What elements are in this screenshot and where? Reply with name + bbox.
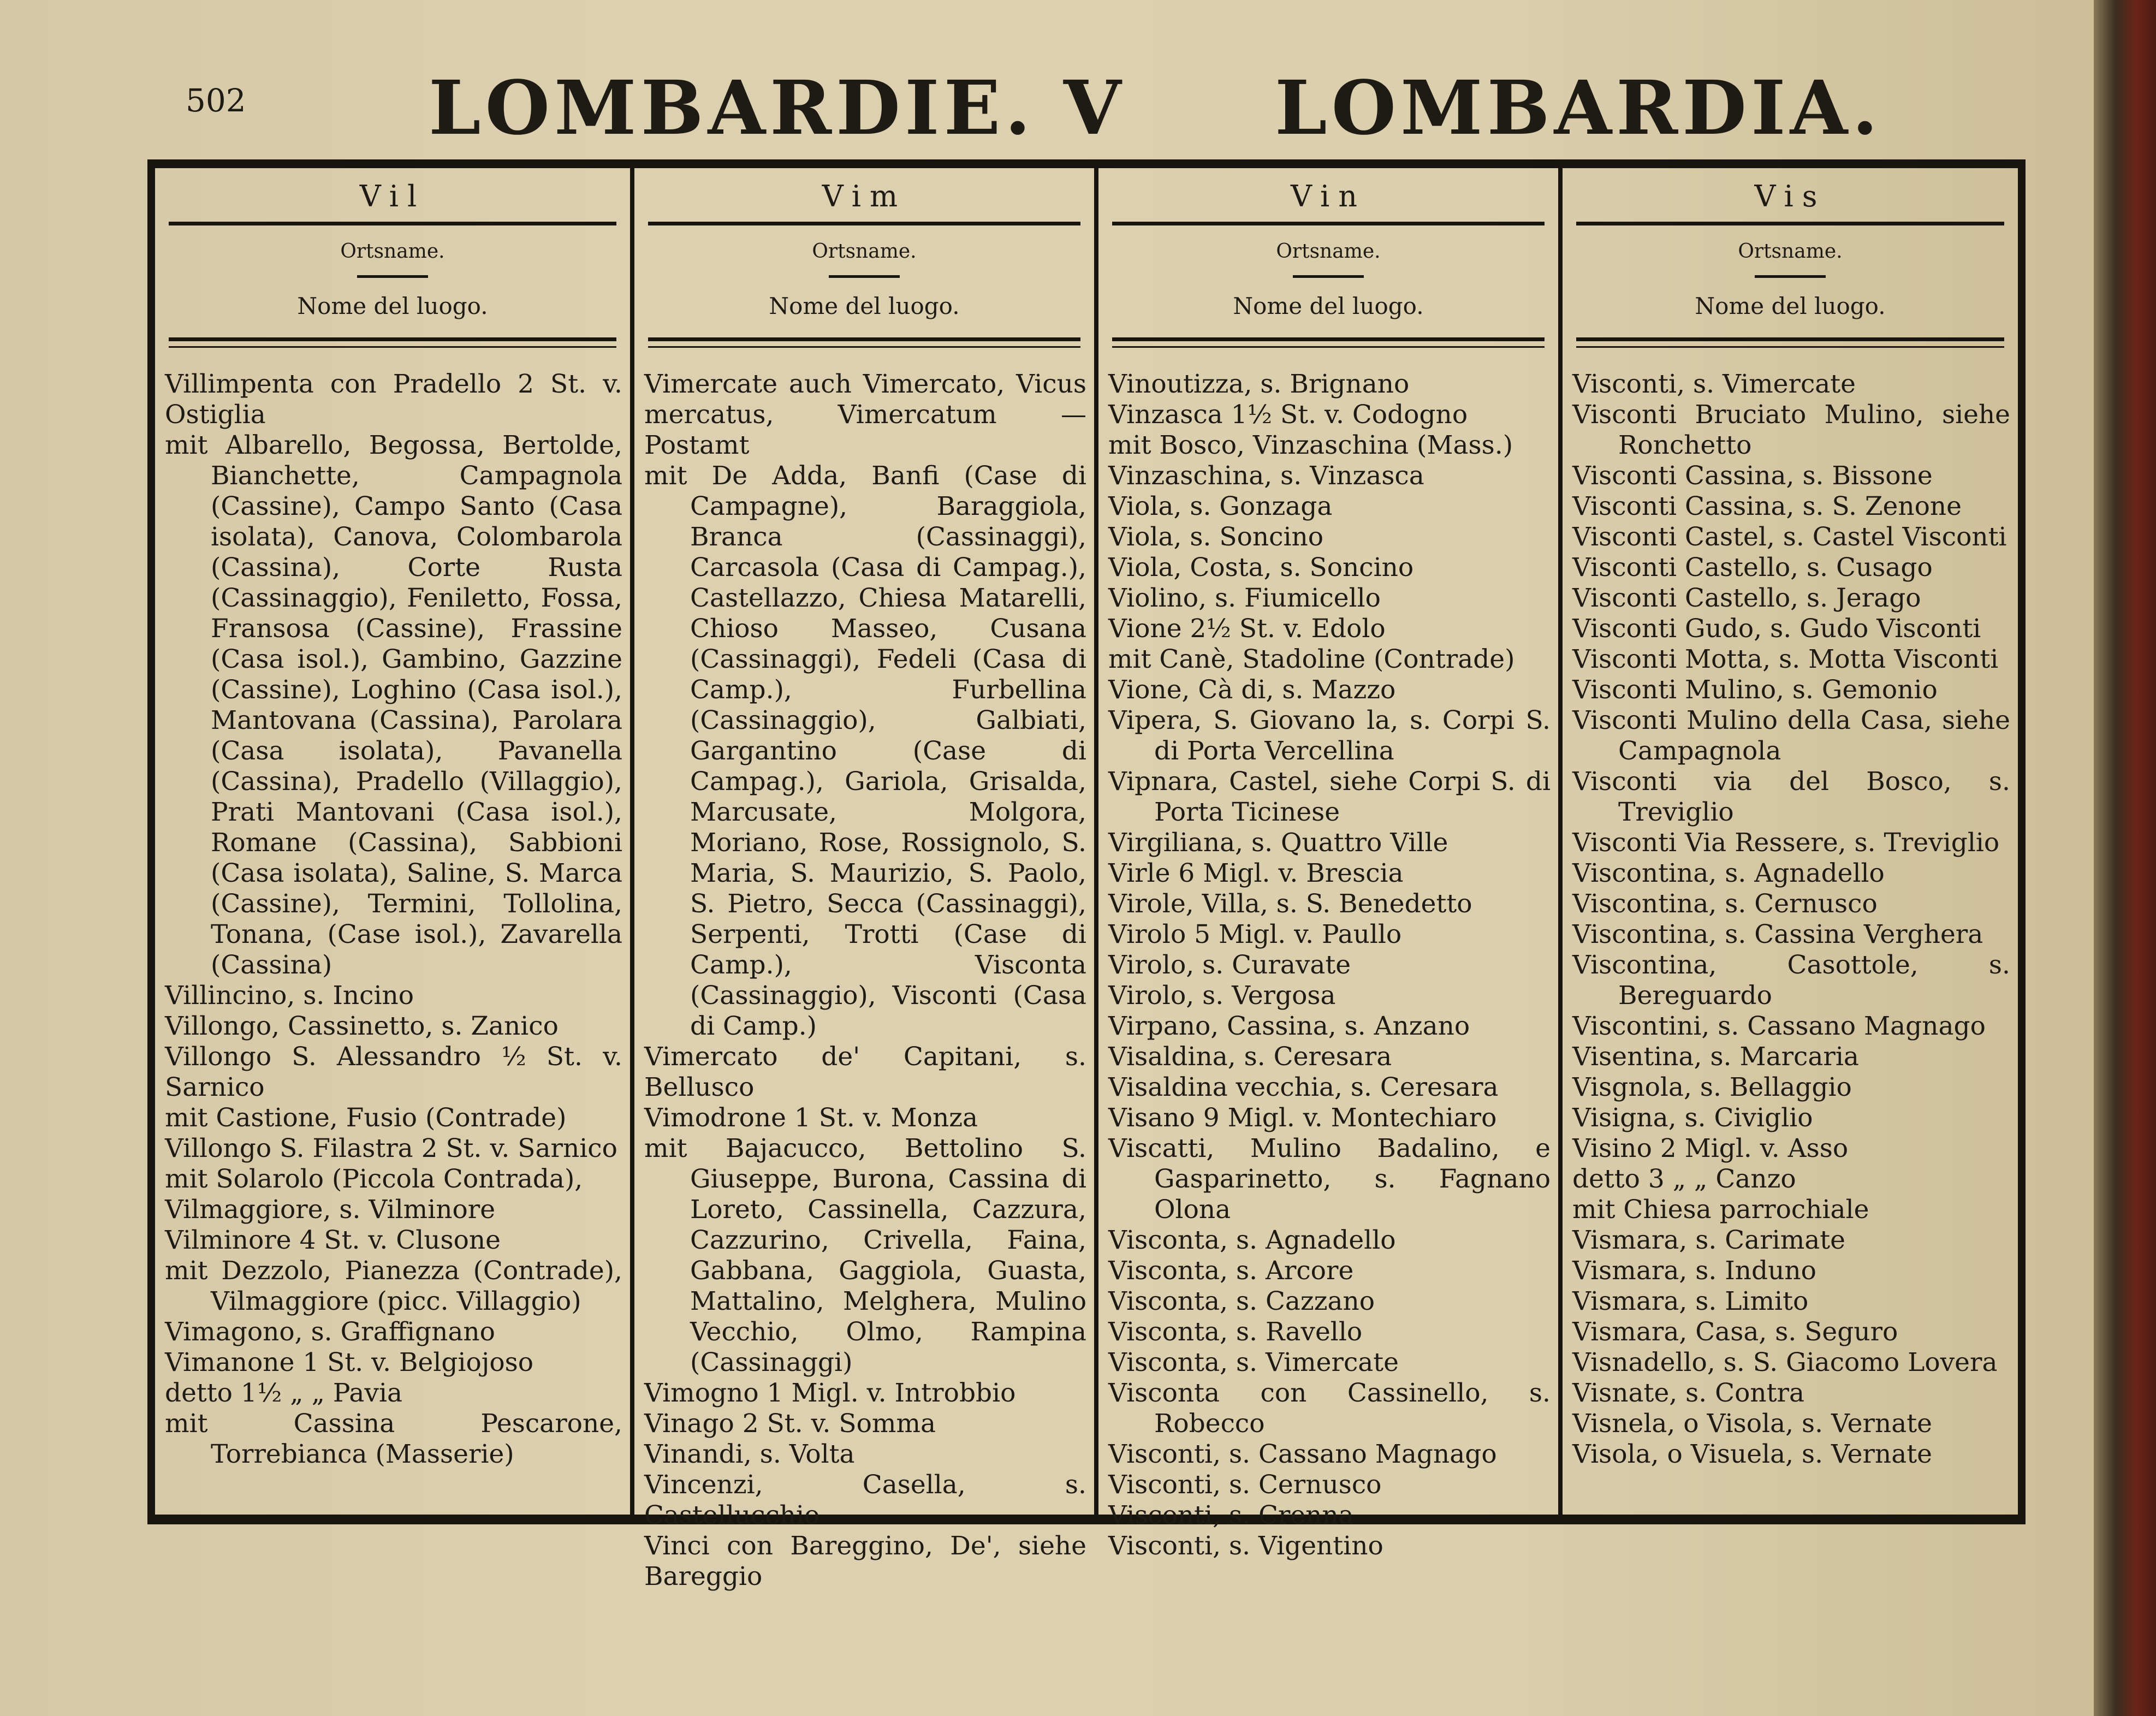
entry: Vilmaggiore, s. Vilminore	[165, 1195, 496, 1225]
column-vim	[630, 168, 1094, 1592]
entry: Visola, o Visuela, s. Vernate	[1572, 1439, 1932, 1469]
entry: mit Cassina Pescarone, Torrebianca (Masserie)	[165, 1409, 622, 1469]
entry: Viola, Costa, s. Soncino	[1108, 553, 1414, 583]
entry: Visgnola, s. Bellaggio	[1572, 1072, 1852, 1102]
entry: Vinzasca 1½ St. v. Codogno	[1108, 400, 1468, 430]
entry: Visconti via del Bosco, s. Treviglio	[1572, 767, 2010, 827]
entry: Vione 2½ St. v. Edolo	[1108, 614, 1386, 644]
entry: mit Bosco, Vinzaschina (Mass.)	[1108, 430, 1513, 460]
entry: Vinzaschina, s. Vinzasca	[1108, 461, 1424, 491]
entry: mit Bajacucco, Bettolino S. Giuseppe, Burona, Cassina di Loreto, Cassinella, Cazzura, Cazzurino, Crivella, Faina, Gabbana, Gaggiola, Guasta, Mattalino, Melghera, Mulino Vecchio, Olmo, Rampina (Cassinaggi)	[644, 1133, 1086, 1377]
entry: Visaldina vecchia, s. Ceresara	[1108, 1072, 1499, 1102]
entry-list	[165, 369, 622, 1470]
column-code: Vin	[1290, 179, 1367, 213]
header-rule	[1576, 222, 2004, 225]
entry: Virpano, Cassina, s. Anzano	[1108, 1011, 1470, 1041]
column-label-german: Ortsname.	[340, 240, 445, 263]
entry-list	[1572, 369, 2010, 1470]
entry: Vipera, S. Giovano la, s. Corpi S. di Porta Vercellina	[1108, 705, 1551, 766]
section-letter: V	[1064, 64, 1126, 152]
entry: Vismara, s. Limito	[1572, 1286, 1809, 1316]
column-vin	[1094, 168, 1558, 1561]
entry: Vimogno 1 Migl. v. Introbbio	[644, 1378, 1016, 1408]
entry: Vincenzi, Casella, s. Castellucchio	[644, 1470, 1086, 1530]
entry: Visconti, s. Cernusco	[1108, 1470, 1382, 1500]
header-rule	[169, 337, 616, 341]
entry: Visino 2 Migl. v. Asso	[1572, 1133, 1849, 1163]
column-label-german: Ortsname.	[812, 240, 917, 263]
column-label-german: Ortsname.	[1738, 240, 1843, 263]
entry: mit Dezzolo, Pianezza (Contrade), Vilmaggiore (picc. Villaggio)	[165, 1256, 622, 1316]
entry-list	[644, 369, 1086, 1592]
entry: Viscontina, s. Cernusco	[1572, 889, 1878, 919]
header-rule	[1112, 337, 1545, 341]
entry: Villongo, Cassinetto, s. Zanico	[165, 1011, 559, 1041]
header-rule	[648, 346, 1080, 348]
place-name-table	[147, 159, 2026, 1592]
entry: mit Chiesa parrochiale	[1572, 1195, 1869, 1225]
entry: Visconta, s. Vimercate	[1108, 1347, 1399, 1377]
short-rule	[1293, 275, 1364, 278]
header-rule	[169, 346, 616, 348]
column-code: Vis	[1754, 179, 1826, 213]
header-rule	[648, 337, 1080, 341]
entry: Vinago 2 St. v. Somma	[644, 1409, 936, 1439]
entry: Virole, Villa, s. S. Benedetto	[1108, 889, 1472, 919]
entry: Visconta, s. Ravello	[1108, 1317, 1363, 1347]
entry: Visconti, s. Vimercate	[1572, 369, 1856, 399]
entry: Vinoutizza, s. Brignano	[1108, 369, 1410, 399]
entry: Visconti Castello, s. Jerago	[1572, 583, 1921, 613]
page-number: 502	[186, 82, 246, 119]
entry: Villongo S. Filastra 2 St. v. Sarnico	[165, 1133, 617, 1163]
entry: Viscontina, s. Agnadello	[1572, 858, 1885, 888]
entry: Virolo 5 Migl. v. Paullo	[1108, 919, 1402, 949]
entry: Visconti Gudo, s. Gudo Visconti	[1572, 614, 1981, 644]
entry: Vinci con Bareggino, De', siehe Bareggio	[644, 1531, 1086, 1592]
entry: Virolo, s. Vergosa	[1108, 981, 1336, 1011]
entry: Visconti Via Ressere, s. Treviglio	[1572, 828, 2000, 858]
column-vis	[1558, 168, 2018, 1515]
entry: Visigna, s. Civiglio	[1572, 1103, 1813, 1133]
header-rule	[1576, 337, 2004, 341]
entry: Vimanone 1 St. v. Belgiojoso	[165, 1347, 534, 1377]
entry: Virle 6 Migl. v. Brescia	[1108, 858, 1404, 888]
entry: Viscontina, s. Cassina Verghera	[1572, 919, 1983, 949]
title-german: LOMBARDIE.	[429, 64, 1035, 152]
entry: mit Castione, Fusio (Contrade)	[165, 1103, 567, 1133]
entry: mit Canè, Stadoline (Contrade)	[1108, 644, 1515, 674]
title-italian: LOMBARDIA.	[1275, 64, 1882, 152]
book-binding-edge	[2094, 0, 2156, 1716]
column-vil	[155, 168, 630, 1515]
entry: Visconti Cassina, s. S. Zenone	[1572, 491, 1962, 521]
entry: Visconti Bruciato Mulino, siehe Ronchetto	[1572, 400, 2010, 460]
column-code: Vim	[822, 179, 907, 213]
column-code: Vil	[359, 179, 426, 213]
entry: Virgiliana, s. Quattro Ville	[1108, 828, 1448, 858]
entry: detto 3 „ „ Canzo	[1572, 1164, 1796, 1194]
entry: Visconti, s. Crenna	[1108, 1500, 1354, 1530]
entry: Visconti Mulino, s. Gemonio	[1572, 675, 1938, 705]
header-rule	[169, 222, 616, 225]
entry: detto 1½ „ „ Pavia	[165, 1378, 403, 1408]
entry: Visaldina, s. Ceresara	[1108, 1042, 1392, 1072]
header-rule	[1112, 346, 1545, 348]
entry: Visconti Castel, s. Castel Visconti	[1572, 522, 2007, 552]
short-rule	[357, 275, 428, 278]
entry: Visnela, o Visola, s. Vernate	[1572, 1409, 1932, 1439]
entry: Visconta, s. Agnadello	[1108, 1225, 1396, 1255]
entry: Viola, s. Gonzaga	[1108, 491, 1333, 521]
entry: mit Albarello, Begossa, Bertolde, Bianchette, Campagnola (Cassine), Campo Santo (Casa isolata), Canova, Colombarola (Cassina), Corte Rusta (Cassinaggio), Feniletto, Fossa, Fransosa (Cassine), Frassine (Casa isol.), Gambino, Gazzine (Cassine), Loghino (Casa isol.), Mantovana (Cassina), Parolara (Casa isolata), Pavanella (Cassina), Pradello (Villaggio), Prati Mantovani (Casa isol.), Romane (Cassina), Sabbioni (Casa isolata), Saline, S. Marca (Cassine), Termini, Tollolina, Tonana, (Case isol.), Zavarella (Cassina)	[165, 430, 622, 980]
entry: Vimercate auch Vimercato, Vicus mercatus, Vimercatum — Postamt	[644, 369, 1086, 460]
entry: Vimercato de' Capitani, s. Bellusco	[644, 1042, 1086, 1102]
header-rule	[1112, 222, 1545, 225]
entry: Vinandi, s. Volta	[644, 1439, 855, 1469]
entry: Vismara, s. Carimate	[1572, 1225, 1845, 1255]
column-label-italian: Nome del luogo.	[769, 293, 960, 319]
entry: Vilminore 4 St. v. Clusone	[165, 1225, 501, 1255]
entry: Vimagono, s. Graffignano	[165, 1317, 495, 1347]
short-rule	[829, 275, 900, 278]
header-rule	[1576, 346, 2004, 348]
entry: Visnadello, s. S. Giacomo Lovera	[1572, 1347, 1998, 1377]
entry: Visconta, s. Arcore	[1108, 1256, 1354, 1286]
entry: Visconti, s. Cassano Magnago	[1108, 1439, 1497, 1469]
entry: Visentina, s. Marcaria	[1572, 1042, 1859, 1072]
entry: Violino, s. Fiumicello	[1108, 583, 1381, 613]
entry: Visconti Cassina, s. Bissone	[1572, 461, 1933, 491]
entry: Viola, s. Soncino	[1108, 522, 1324, 552]
short-rule	[1755, 275, 1826, 278]
entry: Vimodrone 1 St. v. Monza	[644, 1103, 978, 1133]
entry: mit Solarolo (Piccola Contrada),	[165, 1164, 583, 1194]
column-label-italian: Nome del luogo.	[1695, 293, 1886, 319]
entry: Visconta, s. Cazzano	[1108, 1286, 1375, 1316]
entry: mit De Adda, Banfi (Case di Campagne), Baraggiola, Branca (Cassinaggi), Carcasola (Casa di Campag.), Castellazzo, Chiesa Matarelli, Chioso Masseo, Cusana (Cassinaggi), Fedeli (Casa di Camp.), Furbellina (Cassinaggio), Galbiati, Gargantino (Case di Campag.), Gariola, Grisalda, Marcusate, Molgora, Moriano, Rose, Rossignolo, S. Maria, S. Maurizio, S. Paolo, S. Pietro, Secca (Cassinaggi), Serpenti, Trotti (Case di Camp.), Visconta (Cassinaggio), Visconti (Casa di Camp.)	[644, 461, 1086, 1041]
entry-list	[1108, 369, 1551, 1561]
entry: Vione, Cà di, s. Mazzo	[1108, 675, 1396, 705]
entry: Vismara, s. Induno	[1572, 1256, 1816, 1286]
entry: Visconti Mulino della Casa, siehe Campagnola	[1572, 705, 2010, 766]
column-label-italian: Nome del luogo.	[1233, 293, 1424, 319]
entry: Viscatti, Mulino Badalino, e Gasparinetto, s. Fagnano Olona	[1108, 1133, 1551, 1225]
entry: Vipnara, Castel, siehe Corpi S. di Porta Ticinese	[1108, 767, 1551, 827]
header-rule	[648, 222, 1080, 225]
entry: Villongo S. Alessandro ½ St. v. Sarnico	[165, 1042, 622, 1102]
entry: Visconti, s. Vigentino	[1108, 1531, 1383, 1561]
entry: Visconti Motta, s. Motta Visconti	[1572, 644, 1999, 674]
column-label-italian: Nome del luogo.	[297, 293, 488, 319]
entry: Visconti Castello, s. Cusago	[1572, 553, 1933, 583]
column-label-german: Ortsname.	[1276, 240, 1381, 263]
entry: Visconta con Cassinello, s. Robecco	[1108, 1378, 1551, 1439]
entry: Visnate, s. Contra	[1572, 1378, 1805, 1408]
entry: Viscontina, Casottole, s. Bereguardo	[1572, 950, 2010, 1011]
entry: Vismara, Casa, s. Seguro	[1572, 1317, 1898, 1347]
entry: Virolo, s. Curavate	[1108, 950, 1351, 980]
entry: Viscontini, s. Cassano Magnago	[1572, 1011, 1986, 1041]
entry: Villincino, s. Incino	[165, 981, 414, 1011]
entry: Visano 9 Migl. v. Montechiaro	[1108, 1103, 1497, 1133]
entry: Villimpenta con Pradello 2 St. v. Ostiglia	[165, 369, 622, 430]
